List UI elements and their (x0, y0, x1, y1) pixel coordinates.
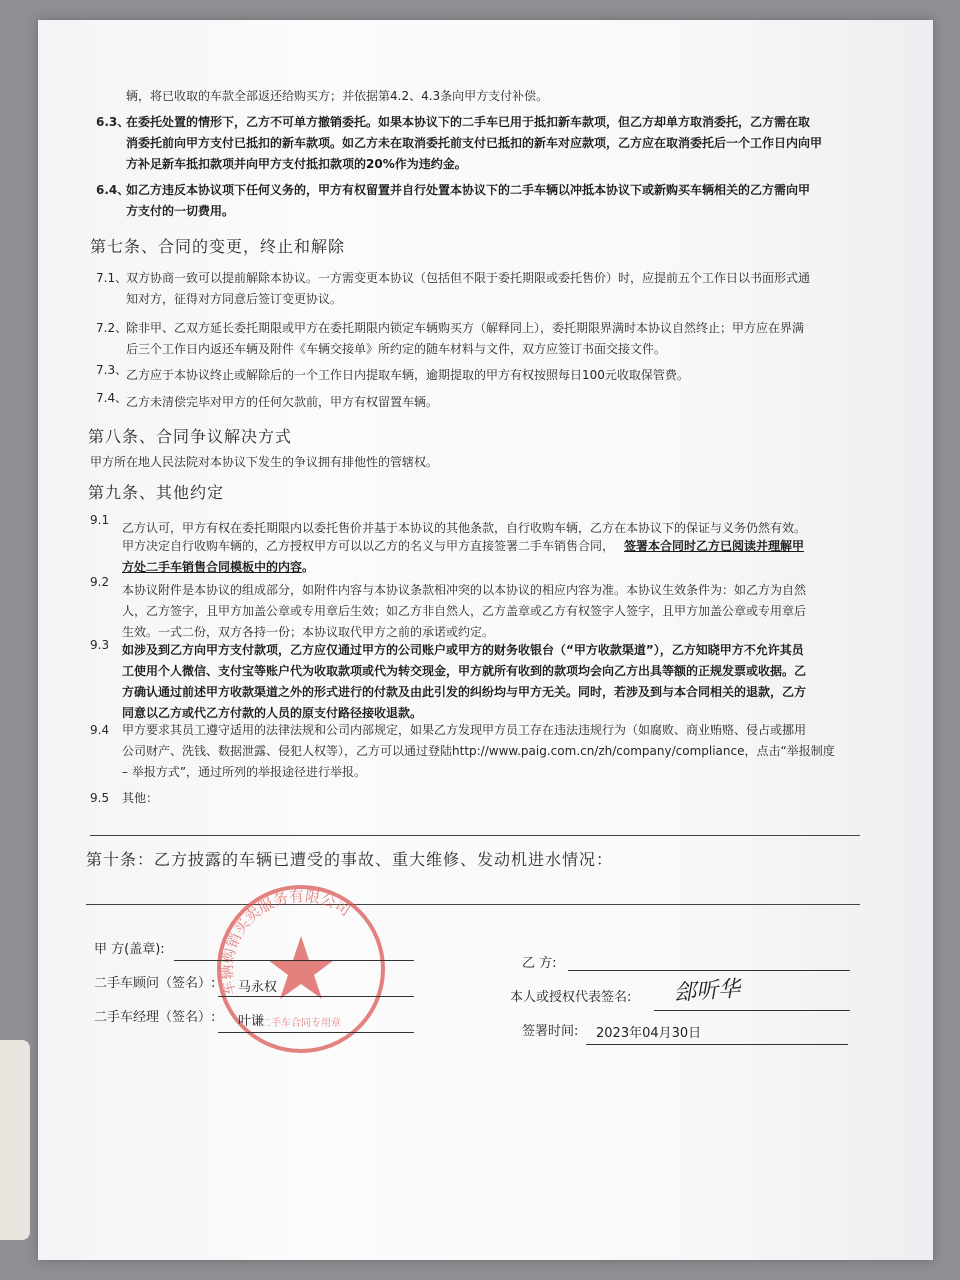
representative-sign-line[interactable] (654, 1010, 850, 1011)
clause-9-1-number: 9.1 (90, 513, 110, 527)
date-value: 2023年04月30日 (596, 1026, 702, 1041)
clause-6-4-number: 6.4、 (96, 183, 130, 197)
clause-6-4-line-2: 方支付的一切费用。 (126, 204, 235, 218)
disclosure-line (86, 904, 860, 905)
clause-7-3-text: 乙方应于本协议终止或解除后的一个工作日内提取车辆，逾期提取的甲方有权按照每日100元收取保管费。 (126, 368, 689, 382)
party-b-line[interactable] (568, 970, 850, 971)
party-b-label: 乙 方: (522, 956, 557, 971)
section-9-heading: 第九条、其他约定 (88, 483, 225, 502)
clause-6-3-number: 6.3、 (96, 115, 130, 129)
clause-9-2-line-3: 生效。一式二份，双方各持一份；本协议取代甲方之前的承诺或约定。 (122, 625, 495, 639)
contract-page (38, 20, 933, 1260)
section-10-heading: 第十条：乙方披露的车辆已遭受的事故、重大维修、发动机进水情况： (86, 850, 614, 869)
clause-7-2-line-2: 后三个工作日内返还车辆及附件《车辆交接单》所约定的随车材料与文件，双方应签订书面交接文件。 (126, 342, 667, 356)
clause-9-1-line-3 (122, 557, 314, 578)
clause-9-2-number: 9.2 (90, 575, 110, 589)
manager-sign-line[interactable] (218, 1032, 414, 1033)
clause-9-4-line-3: – 举报方式”，通过所列的举报途径进行举报。 (122, 765, 367, 779)
clause-6-3-line-3: 方补足新车抵扣款项并向甲方支付抵扣款项的20%作为违约金。 (126, 157, 467, 171)
clause-9-2-line-1: 本协议附件是本协议的组成部分，如附件内容与本协议条款相冲突的以本协议的相应内容为准。本协议生效条件为：如乙方为自然 (122, 583, 807, 597)
seal-inner-text: 二手车合同专用章 (261, 1018, 341, 1029)
clause-7-1-line-2: 知对方，征得对方同意后签订变更协议。 (126, 292, 343, 306)
consultant-label: 二手车顾问（签名）: (94, 976, 216, 991)
clause-7-1-number: 7.1、 (96, 271, 128, 285)
representative-label: 本人或授权代表签名: (510, 990, 632, 1005)
seal-star-icon (268, 936, 334, 999)
clause-6-4-line-1: 如乙方违反本协议项下任何义务的，甲方有权留置并自行处置本协议下的二手车辆以冲抵本协议下或新购买车辆相关的乙方需向甲 (126, 183, 811, 197)
clause-9-4-line-1: 甲方要求其员工遵守适用的法律法规和公司内部规定，如果乙方发现甲方员工存在违法违规行为（如腐败、商业贿赂、侵占或挪用 (122, 723, 807, 737)
clause-9-1-line-1: 乙方认可，甲方有权在委托期限内以委托售价并基于本协议的其他条款，自行收购车辆，乙方在本协议下的保证与义务仍然有效。 (122, 521, 807, 535)
manager-name: 叶谦 (238, 1014, 265, 1029)
consultant-sign-line[interactable] (218, 996, 414, 997)
desk-surface (0, 1040, 30, 1240)
clause-9-5-label: 其他： (122, 791, 159, 805)
clause-7-4-number: 7.4、 (96, 391, 128, 405)
clause-9-3-number: 9.3 (90, 638, 110, 652)
clause-9-1-line-2-plain: 甲方决定自行收购车辆的，乙方授权甲方可以以乙方的名义与甲方直接签署二手车销售合同， (122, 539, 615, 553)
clause-9-1-line-2-emphasis: 签署本合同时乙方已阅读并理解甲 (624, 539, 805, 553)
date-label: 签署时间: (522, 1024, 579, 1039)
party-a-label: 甲 方(盖章): (94, 942, 165, 957)
section-8-heading: 第八条、合同争议解决方式 (88, 427, 293, 446)
date-line[interactable] (586, 1044, 848, 1045)
section-7-heading: 第七条、合同的变更，终止和解除 (90, 237, 346, 256)
clause-7-2-number: 7.2、 (96, 321, 128, 335)
clause-9-3-line-2: 工使用个人微信、支付宝等账户代为收取款项或代为转交现金，甲方就所有收到的款项均会向乙方出具等额的正规发票或收据。乙 (122, 664, 807, 678)
clause-9-3-line-3: 方确认通过前述甲方收款渠道之外的形式进行的付款及由此引发的纠纷均与甲方无关。同时，若涉及到与本合同相关的退款，乙方 (122, 685, 807, 699)
other-terms-line (90, 835, 860, 836)
clause-6-3-line-2: 消委托前向甲方支付已抵扣的新车款项。如乙方未在取消委托前支付已抵扣的新车对应款项，乙方应在取消委托后一个工作日内向甲 (126, 136, 823, 150)
clause-7-2-line-1: 除非甲、乙双方延长委托期限或甲方在委托期限内锁定车辆购买方（解释同上），委托期限界满时本协议自然终止；甲方应在界满 (126, 321, 805, 335)
clause-6-3-line-1: 在委托处置的情形下，乙方不可单方撤销委托。如果本协议下的二手车已用于抵扣新车款项，但乙方却单方取消委托，乙方需在取 (126, 115, 811, 129)
representative-signature: 郐听华 (673, 976, 741, 1007)
company-seal (206, 874, 396, 1064)
clause-9-1-line-2 (122, 536, 804, 557)
clause-9-3-line-4: 同意以乙方或代乙方付款的人员的原支付路径接收退款。 (122, 706, 423, 720)
section-8-text: 甲方所在地人民法院对本协议下发生的争议拥有排他性的管辖权。 (90, 455, 439, 469)
clause-7-3-number: 7.3、 (96, 363, 128, 377)
clause-7-1-line-1: 双方协商一致可以提前解除本协议。一方需变更本协议（包括但不限于委托期限或委托售价）时，应提前五个工作日以书面形式通 (126, 271, 811, 285)
consultant-name: 马永权 (238, 980, 278, 995)
clause-7-4-text: 乙方未清偿完毕对甲方的任何欠款前，甲方有权留置车辆。 (126, 395, 439, 409)
clause-9-3-line-1: 如涉及到乙方向甲方支付款项，乙方应仅通过甲方的公司账户或甲方的财务收银台（“甲方收款渠道”），乙方知晓甲方不允许其员 (122, 643, 804, 657)
clause-6-2-tail: 辆，将已收取的车款全部返还给购买方；并依据第4.2、4.3条向甲方支付补偿。 (126, 89, 549, 103)
clause-9-1-line-3-end: 。 (302, 560, 315, 574)
clause-9-4-number: 9.4 (90, 723, 110, 737)
seal-arc-text: 车辆购销买卖服务有限公司 (218, 886, 354, 998)
manager-label: 二手车经理（签名）: (94, 1010, 216, 1025)
clause-9-5-number: 9.5 (90, 791, 110, 805)
clause-9-1-line-3-emphasis: 方处二手车销售合同模板中的内容 (122, 560, 303, 574)
clause-9-4-line-2: 公司财产、洗钱、数据泄露、侵犯人权等），乙方可以通过登陆http://www.paig.com.cn/zh/company/compliance，点击“举报制度 (122, 744, 835, 758)
party-a-seal-line[interactable] (174, 960, 414, 961)
clause-9-2-line-2: 人，乙方签字，且甲方加盖公章或专用章后生效；如乙方非自然人，乙方盖章或乙方有权签字人签字，且甲方加盖公章或专用章后 (122, 604, 807, 618)
